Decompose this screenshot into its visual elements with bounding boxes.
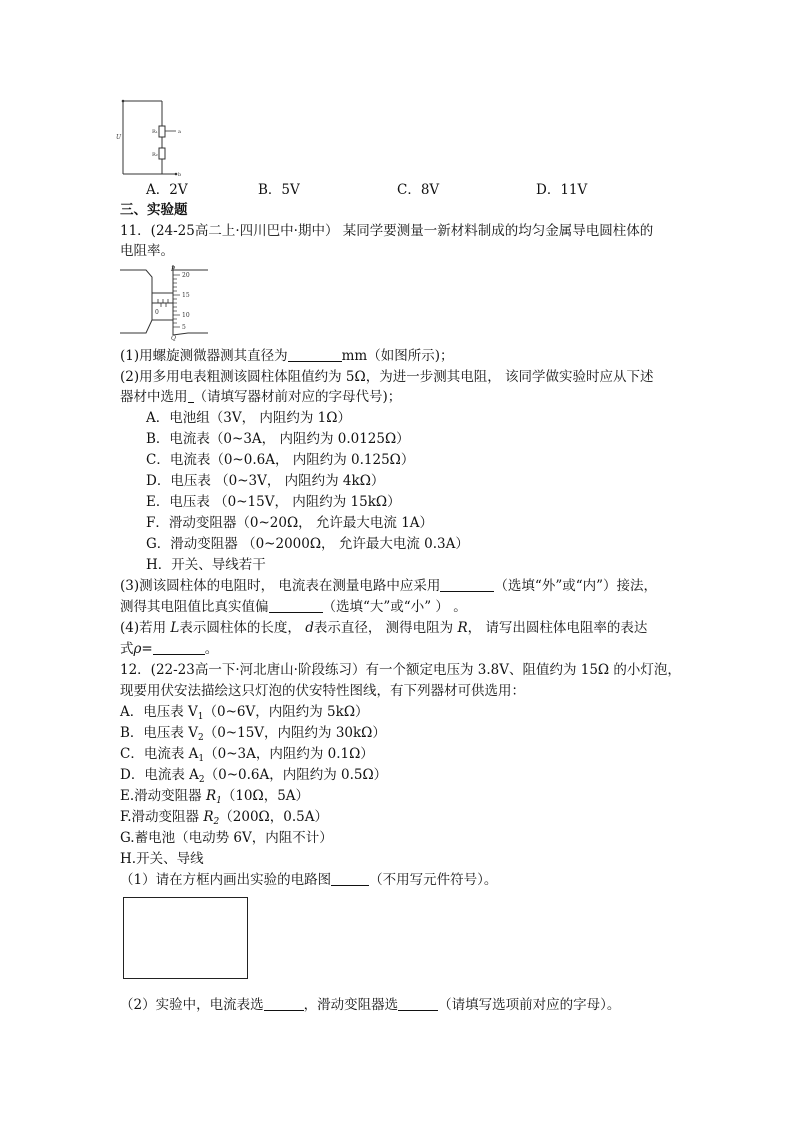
q11-part2-line1: (2)用多用电表粗测该圆柱体阻值约为 5Ω，为进一步测其电阻， 该同学做实验时应从下述 — [120, 369, 654, 385]
section-title: 三、实验题 — [120, 202, 188, 218]
q12-option-f: F.滑动变阻器 $R_2(200\Omega$，0.5A） — [120, 809, 328, 827]
equipment-item: E．电压表 （0~15V， 内阻约为 15kΩ） — [146, 494, 401, 510]
q11-part2-line2: 器材中选用 （请填写器材前对应的字母代号)； — [120, 389, 402, 405]
answer-blank[interactable] — [153, 640, 205, 655]
answer-blank[interactable] — [264, 996, 304, 1011]
micrometer-tick-5: 5 — [182, 324, 186, 331]
q11-stem-line2: 电阻率。 — [120, 243, 174, 259]
q11-part3-line1: (3)测该圆柱体的电阻时， 电流表在测量电路中应采用 （选填“外”或“内”）接法， — [120, 578, 658, 594]
q12-option-a: A．电压表 $V_1(0\sim 6V$，内阻约为 5kΩ） — [120, 704, 369, 722]
answer-blank[interactable] — [269, 598, 323, 613]
answer-blank[interactable] — [331, 871, 369, 886]
equipment-item: C．电流表（0~0.6A， 内阻约为 0.125Ω） — [146, 452, 415, 468]
circuit-label-r1: R₁ — [152, 129, 158, 135]
micrometer-tick-20: 20 — [182, 272, 190, 279]
circuit-label-b: b — [178, 172, 182, 178]
q12-option-b: B．电压表 $V_2(0\sim 15V$，内阻约为 30kΩ） — [120, 725, 386, 743]
micrometer-tick-10: 10 — [182, 312, 190, 319]
q11-part4-line2: 式ρ= 。 — [120, 641, 219, 657]
answer-blank[interactable] — [288, 347, 342, 362]
circuit-label-a: a — [178, 129, 181, 135]
micrometer-label-zero: 0 — [155, 309, 159, 316]
answer-blank[interactable] — [440, 577, 494, 592]
q12-stem-line2: 现要用伏安法描绘这只灯泡的伏安特性图线，有下列器材可供选用： — [120, 683, 525, 699]
q12-stem-line1: 12．(22-23高一下·河北唐山·阶段练习）有一个额定电压为 3.8V、阻值约为 15Ω 的小灯泡， — [120, 662, 681, 678]
q11-stem-line1: 11．(24-25高二上·四川巴中·期中） 某同学要测量一新材料制成的均匀金属导电圆柱体的 — [120, 223, 654, 239]
circuit-figure — [114, 95, 186, 179]
q11-part1: (1)用螺旋测微器测其直径为 mm（如图所示)； — [120, 348, 454, 364]
q11-part3-line2: 测得其电阻值比真实值偏 （选填“大”或“小” ） 。 — [120, 599, 467, 615]
circuit-drawing-box[interactable] — [123, 897, 248, 979]
q11-part4-line1: (4)若用 L表示圆柱体的长度， d表示直径， 测得电阻为 R， 请写出圆柱体电阻率的表达 — [120, 620, 648, 636]
micrometer-label-q: Q — [171, 335, 176, 341]
micrometer-label-p: P — [171, 266, 176, 273]
option-c: C．8V — [397, 182, 440, 198]
q12-option-d: D．电流表 $A_2(0\sim 0.6A$，内阻约为 0.5Ω） — [120, 767, 388, 785]
q12-option-h: H.开关、导线 — [120, 851, 204, 867]
circuit-label-u: U — [116, 134, 122, 141]
equipment-item: A．电池组（3V， 内阻约为 1Ω） — [146, 410, 351, 426]
equipment-item: H．开关、导线若干 — [146, 557, 266, 573]
micrometer-tick-15: 15 — [182, 292, 190, 299]
option-a: A．2V — [146, 182, 188, 198]
equipment-item: G．滑动变阻器 （0~2000Ω， 允许最大电流 0.3A） — [146, 536, 469, 552]
q12-option-e: E.滑动变阻器 $R_1(10\Omega$，5A） — [120, 788, 310, 806]
micrometer-figure — [118, 263, 210, 341]
circuit-label-r2: R₂ — [152, 152, 158, 158]
equipment-item: D．电压表 （0~3V， 内阻约为 4kΩ） — [146, 473, 385, 489]
option-b: B．5V — [258, 182, 300, 198]
option-d: D．11V — [536, 182, 588, 198]
equipment-item: B．电流表（0~3A， 内阻约为 0.0125Ω） — [146, 431, 410, 447]
equipment-item: F．滑动变阻器（0~20Ω， 允许最大电流 1A） — [146, 515, 434, 531]
q12-part1: （1）请在方框内画出实验的电路图 （不用写元件符号）。 — [120, 872, 498, 888]
q12-part2: （2）实验中，电流表选 ，滑动变阻器选 （请填写选项前对应的字母）。 — [120, 997, 621, 1013]
q12-option-c: C．电流表 $A_1(0\sim 3A$，内阻约为 0.1Ω） — [120, 746, 374, 764]
answer-blank[interactable] — [398, 996, 438, 1011]
q12-option-g: G.蓄电池（电动势 6V，内阻不计） — [120, 830, 333, 846]
